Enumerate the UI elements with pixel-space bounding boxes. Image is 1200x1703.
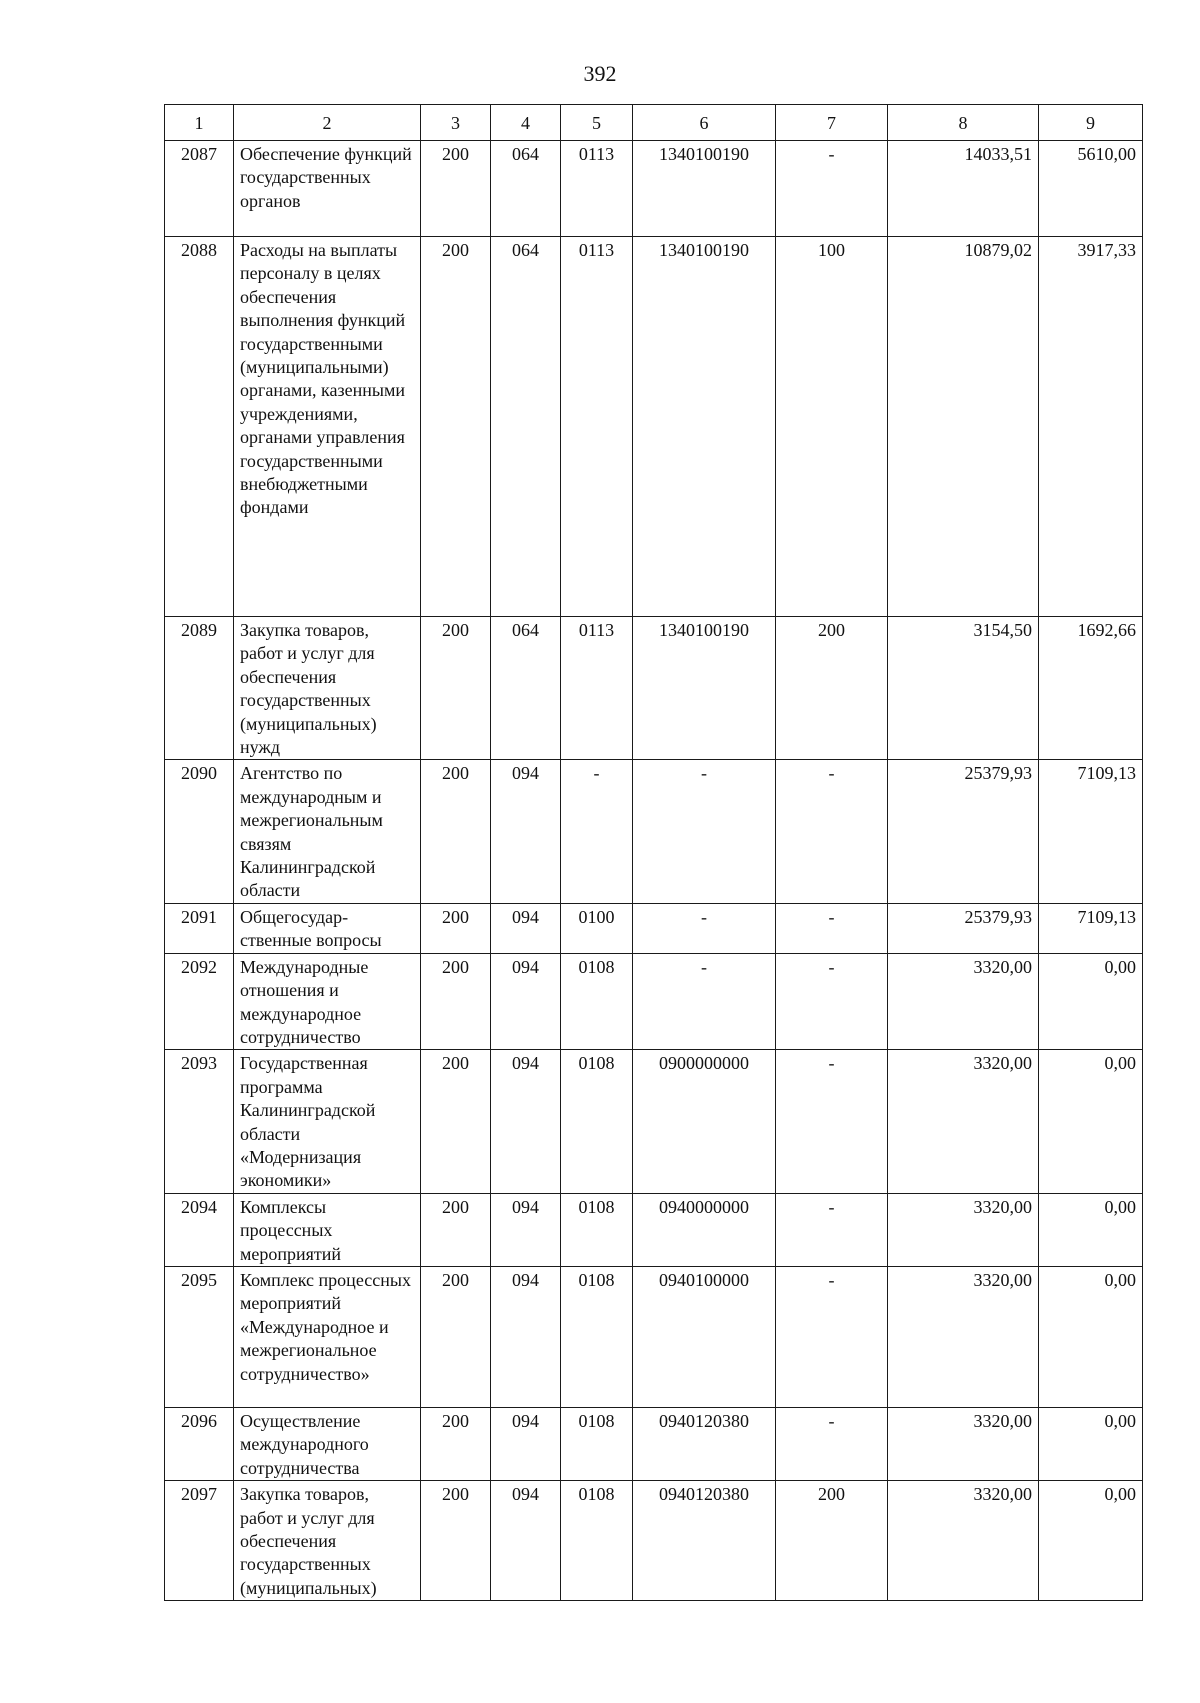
- row-number: 2090: [165, 760, 234, 903]
- row-code-6: 0940120380: [633, 1481, 776, 1601]
- row-description: Комплексы процессных мероприятий: [234, 1193, 421, 1266]
- row-code-4: 094: [491, 760, 561, 903]
- row-amount-8: 3320,00: [888, 1266, 1039, 1407]
- row-code-6: -: [633, 903, 776, 953]
- row-amount-8: 3320,00: [888, 1193, 1039, 1266]
- row-code-5: 0108: [561, 1266, 633, 1407]
- column-header-8: 8: [888, 105, 1039, 141]
- row-code-4: 064: [491, 617, 561, 760]
- row-amount-9: 0,00: [1039, 1193, 1143, 1266]
- row-description: Агентство по международным и межрегиональным связям Калининградской области: [234, 760, 421, 903]
- column-header-9: 9: [1039, 105, 1143, 141]
- row-code-6: 1340100190: [633, 237, 776, 617]
- row-code-4: 094: [491, 1481, 561, 1601]
- row-code-6: 1340100190: [633, 141, 776, 237]
- column-header-2: 2: [234, 105, 421, 141]
- table-row: [165, 1050, 1143, 1193]
- row-description: Расходы на выплаты персоналу в целях обеспечения выполнения функций государственными (муниципальными) органами, казенными учреждениями, органами управления государственными внебюджетными фондами: [234, 237, 421, 617]
- row-number: 2088: [165, 237, 234, 617]
- row-description: Комплекс процессных мероприятий «Международное и межрегиональное сотрудничество»: [234, 1266, 421, 1407]
- table-row: [165, 903, 1143, 953]
- row-description: Осуществление международного сотрудничества: [234, 1407, 421, 1480]
- row-amount-8: 3320,00: [888, 1481, 1039, 1601]
- row-code-4: 094: [491, 1193, 561, 1266]
- row-code-4: 064: [491, 237, 561, 617]
- row-code-7: -: [776, 1193, 888, 1266]
- row-code-5: 0108: [561, 1407, 633, 1480]
- row-number: 2093: [165, 1050, 234, 1193]
- table-row: [165, 617, 1143, 760]
- row-code-6: 0940120380: [633, 1407, 776, 1480]
- row-amount-8: 10879,02: [888, 237, 1039, 617]
- budget-table: [164, 104, 1143, 1601]
- column-header-6: 6: [633, 105, 776, 141]
- row-amount-9: 5610,00: [1039, 141, 1143, 237]
- column-header-5: 5: [561, 105, 633, 141]
- row-code-5: 0108: [561, 953, 633, 1050]
- row-amount-8: 3320,00: [888, 1407, 1039, 1480]
- row-code-4: 094: [491, 1050, 561, 1193]
- page-number: 392: [583, 61, 617, 86]
- row-code-4: 094: [491, 1407, 561, 1480]
- row-code-6: 0940000000: [633, 1193, 776, 1266]
- row-code-7: -: [776, 903, 888, 953]
- row-number: 2092: [165, 953, 234, 1050]
- row-amount-9: 0,00: [1039, 1481, 1143, 1601]
- row-code-3: 200: [421, 1481, 491, 1601]
- row-code-7: -: [776, 1050, 888, 1193]
- row-code-3: 200: [421, 237, 491, 617]
- row-amount-8: 14033,51: [888, 141, 1039, 237]
- row-code-6: 0900000000: [633, 1050, 776, 1193]
- row-description: Общегосудар-ственные вопросы: [234, 903, 421, 953]
- row-amount-8: 25379,93: [888, 760, 1039, 903]
- row-code-3: 200: [421, 1050, 491, 1193]
- table-row: [165, 1266, 1143, 1407]
- row-amount-9: 7109,13: [1039, 903, 1143, 953]
- header-row: [165, 105, 1143, 141]
- row-code-7: -: [776, 141, 888, 237]
- column-header-1: 1: [165, 105, 234, 141]
- table-row: [165, 1193, 1143, 1266]
- row-description: Закупка товаров, работ и услуг для обеспечения государственных (муниципальных): [234, 1481, 421, 1601]
- row-description: Обеспечение функций государственных органов: [234, 141, 421, 237]
- row-code-5: 0113: [561, 141, 633, 237]
- row-code-5: 0113: [561, 237, 633, 617]
- row-amount-8: 25379,93: [888, 903, 1039, 953]
- row-code-3: 200: [421, 1193, 491, 1266]
- row-code-5: -: [561, 760, 633, 903]
- row-number: 2087: [165, 141, 234, 237]
- row-code-3: 200: [421, 903, 491, 953]
- row-code-4: 064: [491, 141, 561, 237]
- column-header-4: 4: [491, 105, 561, 141]
- row-code-4: 094: [491, 1266, 561, 1407]
- row-code-6: -: [633, 953, 776, 1050]
- table-row: [165, 1407, 1143, 1480]
- row-description: Государственная программа Калининградской области «Модернизация экономики»: [234, 1050, 421, 1193]
- row-code-7: -: [776, 1266, 888, 1407]
- row-number: 2096: [165, 1407, 234, 1480]
- row-code-5: 0108: [561, 1481, 633, 1601]
- row-number: 2091: [165, 903, 234, 953]
- table-row: [165, 237, 1143, 617]
- table-row: [165, 760, 1143, 903]
- row-code-3: 200: [421, 617, 491, 760]
- row-code-5: 0100: [561, 903, 633, 953]
- row-number: 2095: [165, 1266, 234, 1407]
- row-amount-9: 0,00: [1039, 1407, 1143, 1480]
- row-code-7: 200: [776, 617, 888, 760]
- row-code-7: -: [776, 953, 888, 1050]
- row-code-3: 200: [421, 141, 491, 237]
- table-row: [165, 1481, 1143, 1601]
- row-code-3: 200: [421, 1266, 491, 1407]
- row-code-3: 200: [421, 953, 491, 1050]
- row-code-7: -: [776, 1407, 888, 1480]
- row-code-6: 1340100190: [633, 617, 776, 760]
- row-code-7: 200: [776, 1481, 888, 1601]
- row-description: Закупка товаров, работ и услуг для обеспечения государственных (муниципальных) нужд: [234, 617, 421, 760]
- column-header-3: 3: [421, 105, 491, 141]
- row-amount-8: 3320,00: [888, 953, 1039, 1050]
- row-code-3: 200: [421, 1407, 491, 1480]
- row-description: Международные отношения и международное сотрудничество: [234, 953, 421, 1050]
- table-row: [165, 141, 1143, 237]
- row-number: 2097: [165, 1481, 234, 1601]
- row-code-7: -: [776, 760, 888, 903]
- row-amount-9: 1692,66: [1039, 617, 1143, 760]
- row-number: 2094: [165, 1193, 234, 1266]
- row-code-7: 100: [776, 237, 888, 617]
- row-amount-8: 3320,00: [888, 1050, 1039, 1193]
- row-code-4: 094: [491, 903, 561, 953]
- row-code-5: 0108: [561, 1050, 633, 1193]
- row-amount-9: 0,00: [1039, 1266, 1143, 1407]
- row-number: 2089: [165, 617, 234, 760]
- row-amount-8: 3154,50: [888, 617, 1039, 760]
- row-amount-9: 3917,33: [1039, 237, 1143, 617]
- row-code-3: 200: [421, 760, 491, 903]
- row-code-6: 0940100000: [633, 1266, 776, 1407]
- row-code-6: -: [633, 760, 776, 903]
- column-header-7: 7: [776, 105, 888, 141]
- row-code-5: 0108: [561, 1193, 633, 1266]
- row-code-5: 0113: [561, 617, 633, 760]
- row-amount-9: 0,00: [1039, 1050, 1143, 1193]
- row-amount-9: 7109,13: [1039, 760, 1143, 903]
- row-amount-9: 0,00: [1039, 953, 1143, 1050]
- row-code-4: 094: [491, 953, 561, 1050]
- table-row: [165, 953, 1143, 1050]
